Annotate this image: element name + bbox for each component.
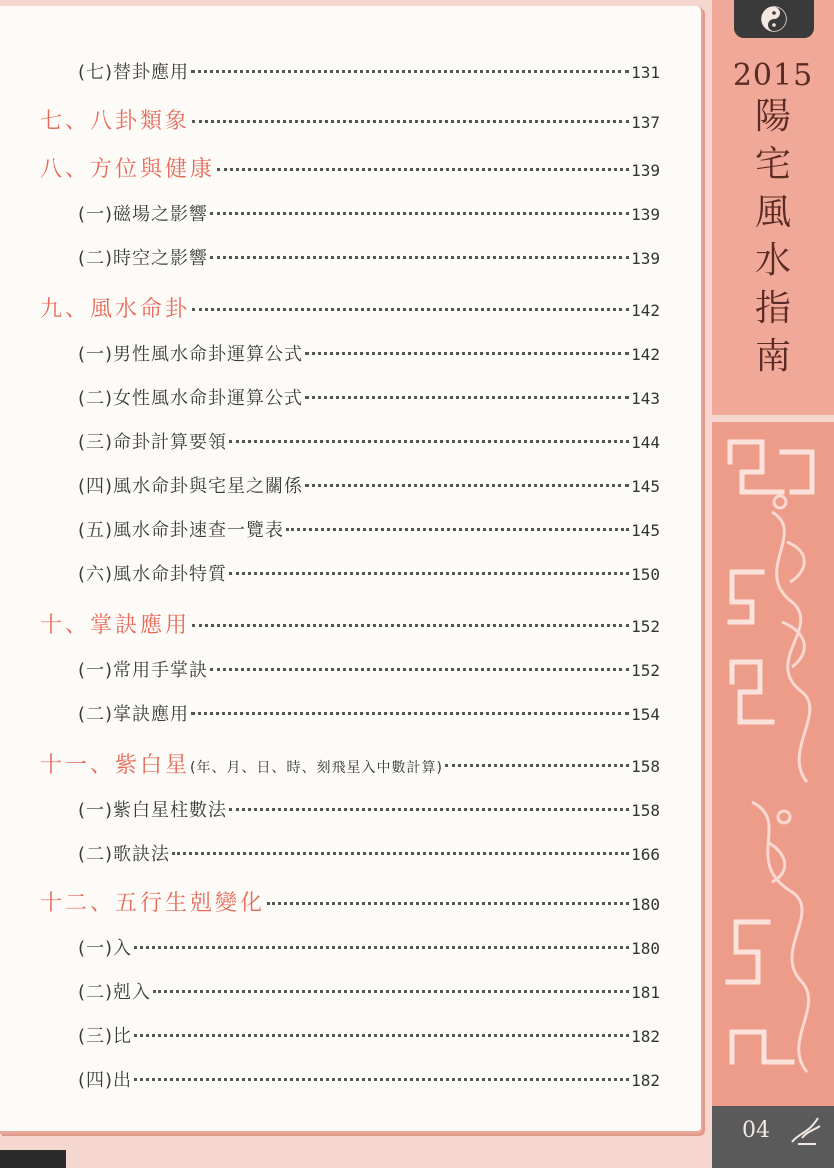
toc-label: (二)歌訣法: [78, 844, 171, 865]
toc-label: (四)風水命卦與宅星之關係: [78, 476, 304, 497]
toc-page-number: 145: [631, 477, 660, 496]
title-char: 指: [754, 288, 791, 329]
toc-label: 十、掌訣應用: [40, 613, 191, 638]
toc-label: (一)入: [78, 938, 133, 959]
toc-label: (二)剋入: [78, 982, 152, 1003]
toc-page-number: 152: [631, 661, 660, 680]
dot-leader: [191, 712, 629, 715]
toc-label: (六)風水命卦特質: [78, 564, 228, 585]
dot-leader: [192, 308, 629, 311]
toc-label: (一)男性風水命卦運算公式: [78, 344, 304, 365]
toc-page-number: 182: [631, 1071, 660, 1090]
toc-chapter-row[interactable]: [40, 608, 660, 639]
toc-page-number: 158: [631, 757, 660, 776]
toc-label: (二)掌訣應用: [78, 704, 190, 725]
toc-page-number: 145: [631, 521, 660, 540]
toc-label: (一)常用手掌訣: [78, 660, 209, 681]
toc-page-number: 150: [631, 565, 660, 584]
toc-label: (二)女性風水命卦運算公式: [78, 388, 304, 409]
toc-section-row[interactable]: [78, 58, 660, 84]
toc-section-row[interactable]: [78, 1066, 660, 1092]
toc-page-number: 144: [631, 433, 660, 452]
dragon-ornament: [712, 422, 834, 1106]
toc-page-number: 180: [631, 895, 660, 914]
toc-section-row[interactable]: [78, 796, 660, 822]
toc-page-number: 158: [631, 801, 660, 820]
toc-page-number: 143: [631, 389, 660, 408]
dot-leader: [229, 572, 629, 575]
title-char: 陽: [754, 96, 791, 137]
dot-leader: [172, 852, 629, 855]
toc-section-row[interactable]: [78, 340, 660, 366]
toc-label: 十一、紫白星: [40, 753, 191, 778]
toc-section-row[interactable]: [78, 934, 660, 960]
toc-label: (五)風水命卦速查一覽表: [78, 520, 285, 541]
toc-note: (年、月、日、時、刻飛星入中數計算): [190, 760, 443, 776]
toc-label: 八、方位與健康: [40, 157, 216, 182]
book-year: 2015: [732, 58, 814, 93]
dot-leader: [134, 946, 629, 949]
toc-chapter-row[interactable]: [40, 748, 660, 779]
title-char: 水: [754, 240, 791, 281]
toc-section-row[interactable]: [78, 978, 660, 1004]
dot-leader: [267, 902, 629, 905]
toc-label: (四)出: [78, 1070, 133, 1091]
dot-leader: [305, 396, 629, 399]
toc-section-row[interactable]: [78, 200, 660, 226]
toc-page-number: 131: [631, 63, 660, 82]
dot-leader: [192, 624, 629, 627]
dot-leader: [192, 120, 629, 123]
toc-page-number: 142: [631, 345, 660, 364]
toc-label: (七)替卦應用: [78, 62, 190, 83]
toc-chapter-row[interactable]: [40, 152, 660, 183]
toc-label: (二)時空之影響: [78, 248, 209, 269]
toc-page-number: 137: [631, 113, 660, 132]
dot-leader: [210, 256, 629, 259]
toc-section-row[interactable]: [78, 656, 660, 682]
toc-section-row[interactable]: [78, 840, 660, 866]
title-char: 宅: [754, 144, 791, 185]
title-char: 風: [754, 192, 791, 233]
toc-label: (一)紫白星柱數法: [78, 800, 228, 821]
toc-page-number: 181: [631, 983, 660, 1002]
toc-page-number: 182: [631, 1027, 660, 1046]
sidebar: [712, 0, 834, 1168]
bottom-strip: [0, 1150, 66, 1168]
dot-leader: [210, 212, 629, 215]
dot-leader: [210, 668, 629, 671]
title-char: 南: [754, 336, 791, 377]
toc-page-number: 166: [631, 845, 660, 864]
toc-page-number: 180: [631, 939, 660, 958]
toc-label: 九、風水命卦: [40, 297, 191, 322]
toc-chapter-row[interactable]: [40, 292, 660, 323]
page-number: 04: [742, 1118, 770, 1143]
dot-leader: [305, 484, 629, 487]
toc-page-number: 139: [631, 205, 660, 224]
dot-leader: [134, 1034, 629, 1037]
toc-chapter-row[interactable]: [40, 886, 660, 917]
dot-leader: [286, 528, 629, 531]
dot-leader: [134, 1078, 629, 1081]
toc-label: 十二、五行生剋變化: [40, 891, 266, 916]
book-title: [712, 58, 834, 381]
toc-page-number: 139: [631, 161, 660, 180]
dot-leader: [153, 990, 629, 993]
toc-label: (一)磁場之影響: [78, 204, 209, 225]
dot-leader: [191, 70, 629, 73]
dot-leader: [229, 808, 629, 811]
toc-page-number: 142: [631, 301, 660, 320]
dot-leader: [305, 352, 629, 355]
toc-section-row[interactable]: [78, 428, 660, 454]
toc-section-row[interactable]: [78, 516, 660, 542]
crane-icon: [788, 1112, 824, 1152]
toc-label: (三)命卦計算要領: [78, 432, 228, 453]
toc-chapter-row[interactable]: [40, 104, 660, 135]
yin-yang-icon: [757, 4, 791, 34]
toc-page-number: 154: [631, 705, 660, 724]
toc-section-row[interactable]: [78, 384, 660, 410]
toc-section-row[interactable]: [78, 1022, 660, 1048]
sidebar-title-panel: [712, 0, 834, 415]
dot-leader: [445, 764, 629, 767]
dot-leader: [217, 168, 629, 171]
toc-label: (三)比: [78, 1026, 133, 1047]
toc-page-number: 139: [631, 249, 660, 268]
toc-label: 七、八卦類象: [40, 109, 191, 134]
toc-section-row[interactable]: [78, 560, 660, 586]
toc-section-row[interactable]: [78, 472, 660, 498]
toc-section-row[interactable]: [78, 244, 660, 270]
dot-leader: [229, 440, 629, 443]
yin-yang-tab: [734, 0, 814, 38]
toc-section-row[interactable]: [78, 700, 660, 726]
toc-page-number: 152: [631, 617, 660, 636]
